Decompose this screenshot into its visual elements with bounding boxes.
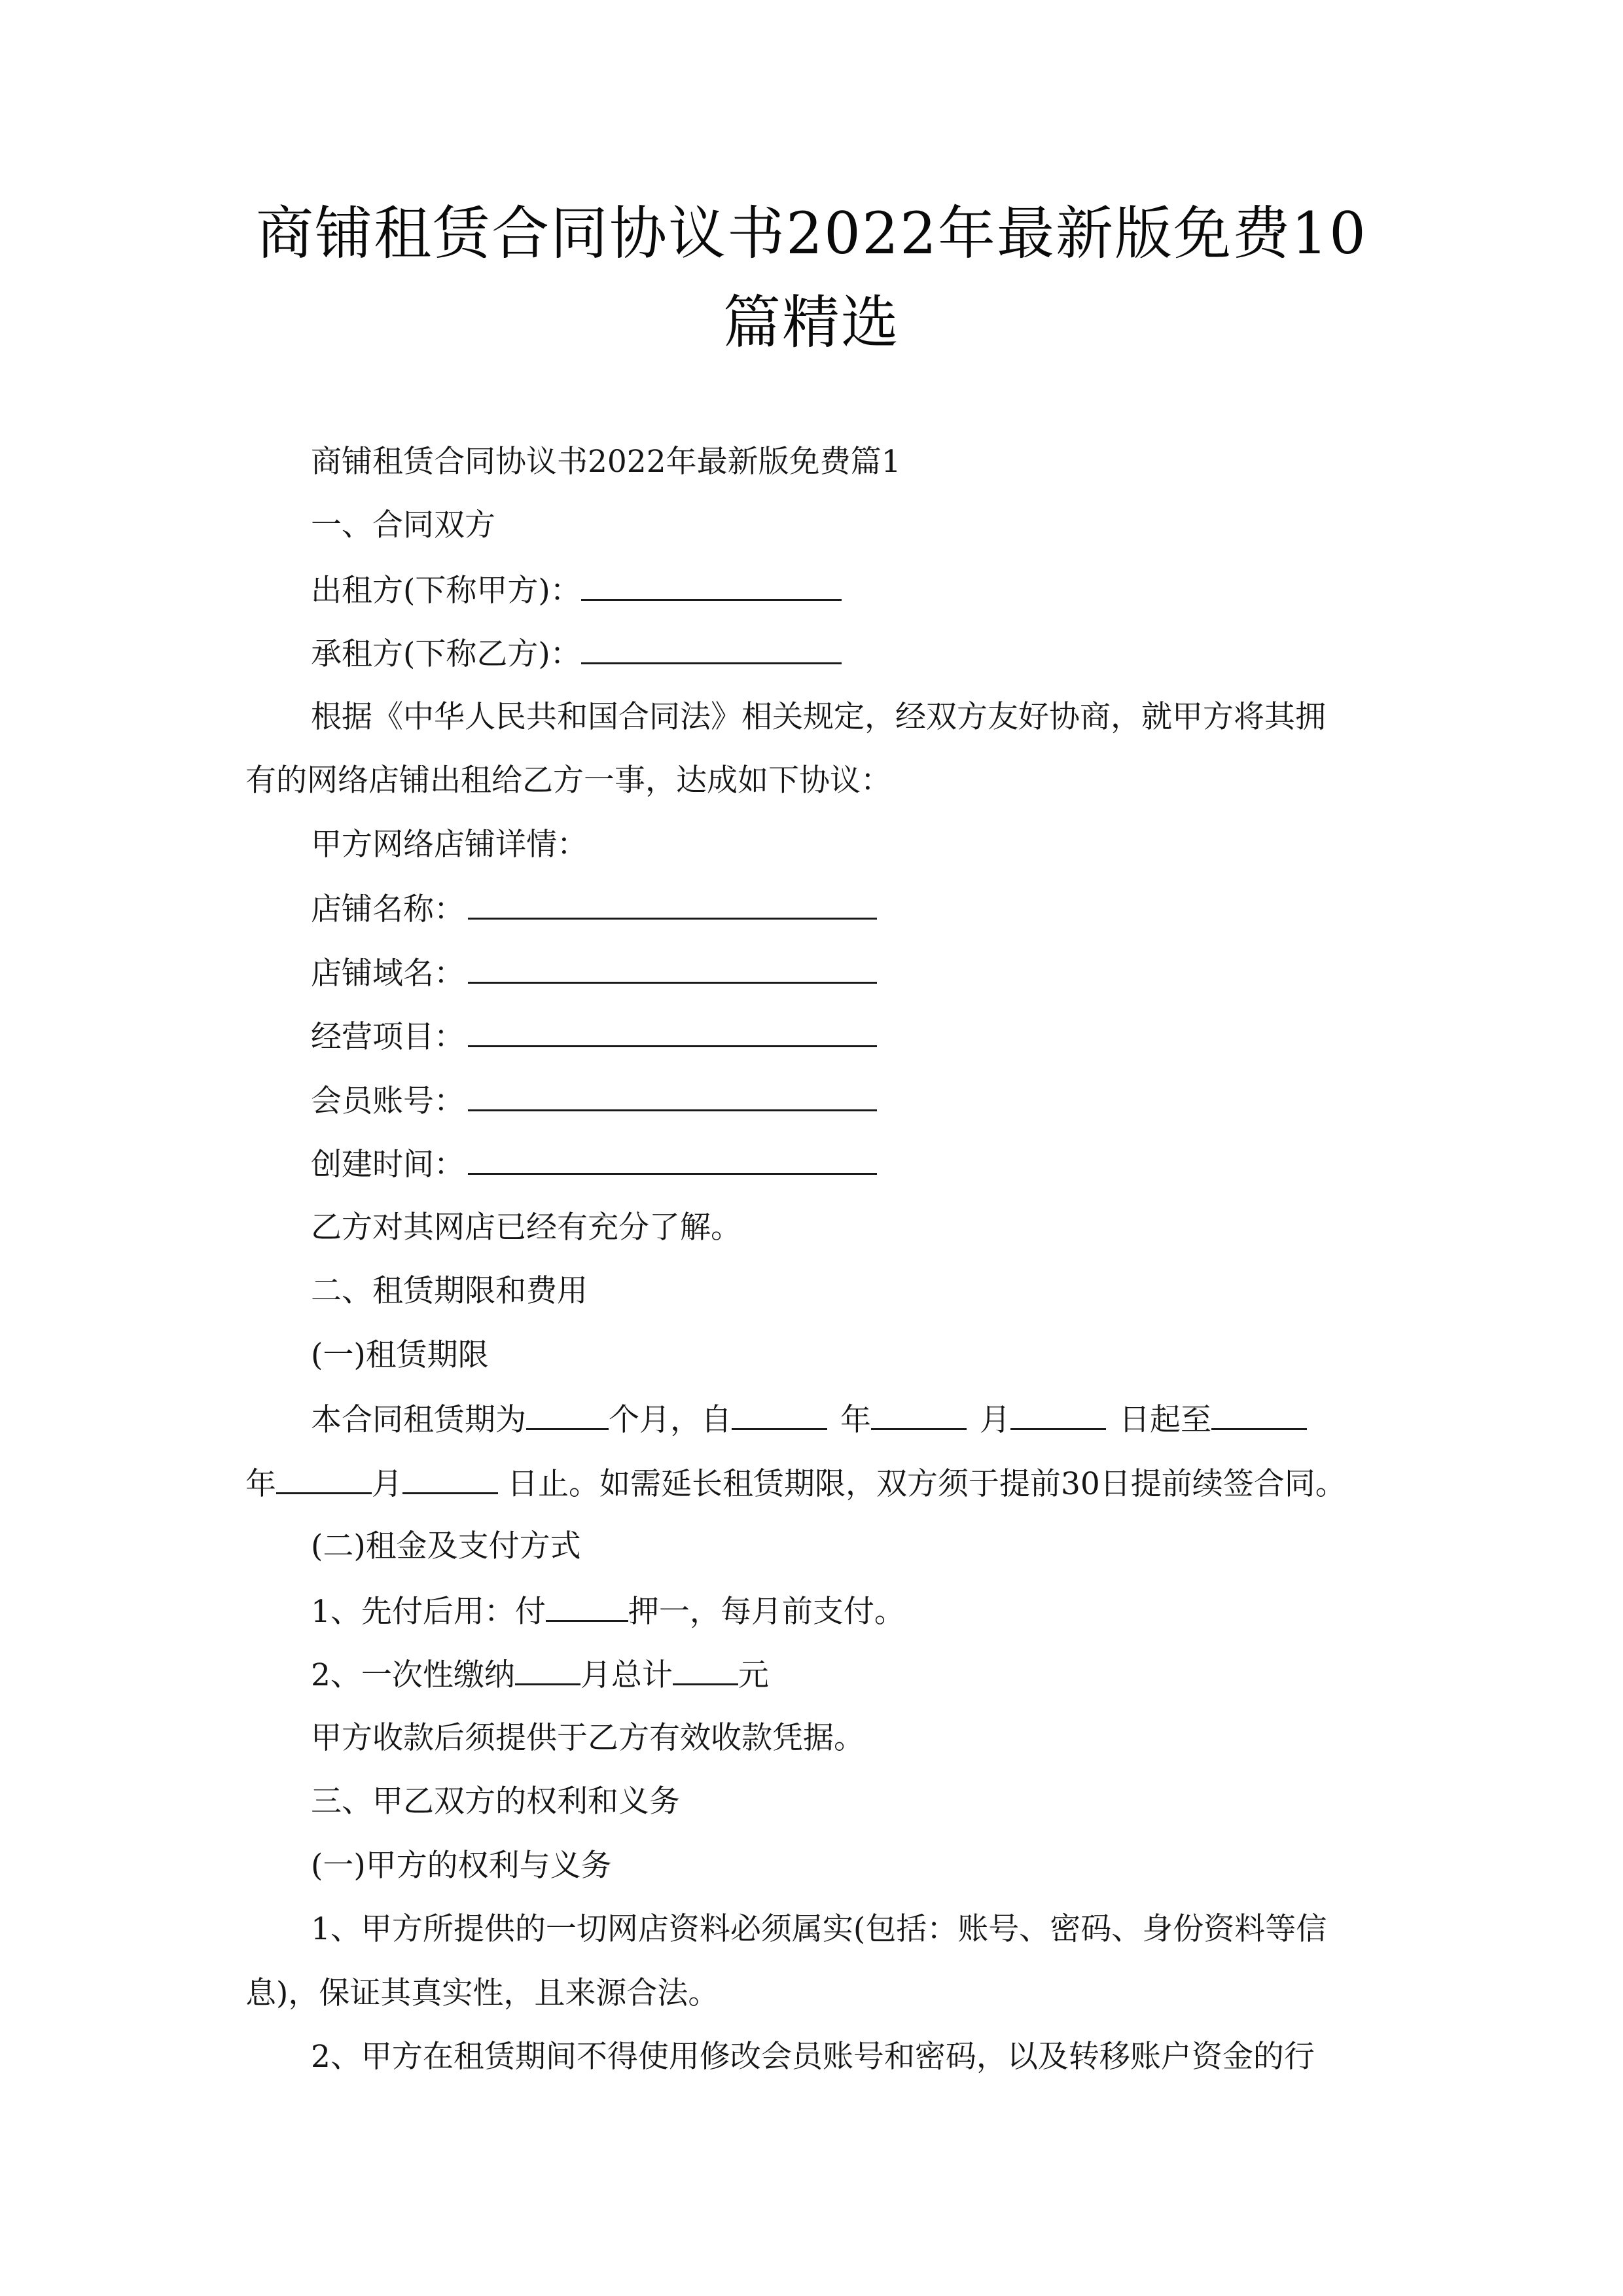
shop-details-heading: 甲方网络店铺详情： bbox=[311, 827, 588, 863]
lease-term-line-1 bbox=[245, 1399, 1378, 1440]
document-title-line-1: 商铺租赁合同协议书2022年最新版免费10 bbox=[256, 200, 1367, 267]
intro-paragraph-line-2: 有的网络店铺出租给乙方一事，达成如下协议： bbox=[245, 762, 891, 798]
receipt-statement: 甲方收款后须提供于乙方有效收款凭据。 bbox=[311, 1720, 865, 1756]
payment-option-1 bbox=[245, 1591, 1378, 1632]
pay2-text-c: 元 bbox=[738, 1657, 769, 1693]
shop-name-label: 店铺名称： bbox=[311, 891, 465, 927]
clause-2-heading: 二、租赁期限和费用 bbox=[311, 1273, 588, 1309]
intro-paragraph-line-1: 根据《中华人民共和国合同法》相关规定，经双方友好协商，就甲方将其拥 bbox=[311, 699, 1326, 735]
term-text-f: 年 bbox=[245, 1466, 276, 1502]
start-month-blank[interactable] bbox=[871, 1399, 967, 1430]
clause-3-heading: 三、甲乙双方的权利和义务 bbox=[311, 1784, 680, 1820]
duty-2-line-1: 2、甲方在租赁期间不得使用修改会员账号和密码，以及转移账户资金的行 bbox=[311, 2039, 1315, 2075]
lessee-label: 承租方(下称乙方)： bbox=[311, 636, 581, 672]
term-text-b: 个月，自 bbox=[609, 1402, 732, 1438]
end-month-blank[interactable] bbox=[276, 1463, 372, 1494]
member-account-label: 会员账号： bbox=[311, 1083, 465, 1119]
lease-term-line-2 bbox=[245, 1463, 1378, 1504]
end-year-blank[interactable] bbox=[1211, 1399, 1307, 1430]
created-time-row bbox=[245, 1144, 1378, 1185]
start-day-blank[interactable] bbox=[1010, 1399, 1106, 1430]
section-heading: 商铺租赁合同协议书2022年最新版免费篇1 bbox=[311, 444, 901, 480]
duty-1-line-1: 1、甲方所提供的一切网店资料必须属实(包括：账号、密码、身份资料等信 bbox=[311, 1911, 1327, 1947]
pay1-text-a: 1、先付后用：付 bbox=[311, 1594, 546, 1630]
pay2-text-b: 月总计 bbox=[580, 1657, 673, 1693]
term-months-blank[interactable] bbox=[526, 1399, 609, 1430]
lessee-row bbox=[245, 634, 1378, 674]
clause-2-sub-1-heading: (一)租赁期限 bbox=[311, 1337, 489, 1373]
shop-name-blank-field[interactable] bbox=[468, 889, 877, 920]
start-year-blank[interactable] bbox=[732, 1399, 827, 1430]
business-scope-label: 经营项目： bbox=[311, 1019, 465, 1055]
business-scope-row bbox=[245, 1016, 1378, 1057]
document-title-line-2: 篇精选 bbox=[722, 289, 900, 356]
member-account-blank-field[interactable] bbox=[468, 1081, 877, 1111]
created-time-blank-field[interactable] bbox=[468, 1144, 877, 1175]
duty-1-line-2: 息)，保证其真实性，且来源合法。 bbox=[245, 1975, 719, 2011]
lump-sum-months-blank[interactable] bbox=[515, 1655, 580, 1685]
clause-2-sub-2-heading: (二)租金及支付方式 bbox=[311, 1528, 581, 1564]
term-text-e: 日起至 bbox=[1119, 1402, 1211, 1438]
created-time-label: 创建时间： bbox=[311, 1147, 465, 1183]
lump-sum-amount-blank[interactable] bbox=[673, 1655, 738, 1685]
term-text-c: 年 bbox=[840, 1402, 871, 1438]
term-text-d: 月 bbox=[980, 1402, 1010, 1438]
lessor-blank-field[interactable] bbox=[581, 570, 842, 601]
term-text-g: 月 bbox=[372, 1466, 402, 1502]
payment-option-2 bbox=[245, 1655, 1378, 1695]
pay2-text-a: 2、一次性缴纳 bbox=[311, 1657, 515, 1693]
pay1-text-b: 押一，每月前支付。 bbox=[628, 1594, 905, 1630]
clause-1-heading: 一、合同双方 bbox=[311, 507, 495, 543]
end-day-blank[interactable] bbox=[402, 1463, 498, 1494]
prepay-months-blank[interactable] bbox=[546, 1591, 628, 1622]
lessor-row bbox=[245, 570, 1378, 611]
shop-name-row bbox=[245, 889, 1378, 929]
term-text-h: 日止。如需延长租赁期限，双方须于提前30日提前续签合同。 bbox=[507, 1466, 1346, 1502]
member-account-row bbox=[245, 1081, 1378, 1121]
lessor-label: 出租方(下称甲方)： bbox=[311, 573, 581, 609]
shop-domain-label: 店铺域名： bbox=[311, 956, 465, 992]
business-scope-blank-field[interactable] bbox=[468, 1016, 877, 1047]
shop-domain-blank-field[interactable] bbox=[468, 953, 877, 984]
clause-3-sub-1-heading: (一)甲方的权利与义务 bbox=[311, 1848, 612, 1884]
understanding-statement: 乙方对其网店已经有充分了解。 bbox=[311, 1210, 741, 1246]
lessee-blank-field[interactable] bbox=[581, 634, 842, 664]
term-text-a: 本合同租赁期为 bbox=[311, 1402, 526, 1438]
shop-domain-row bbox=[245, 953, 1378, 994]
